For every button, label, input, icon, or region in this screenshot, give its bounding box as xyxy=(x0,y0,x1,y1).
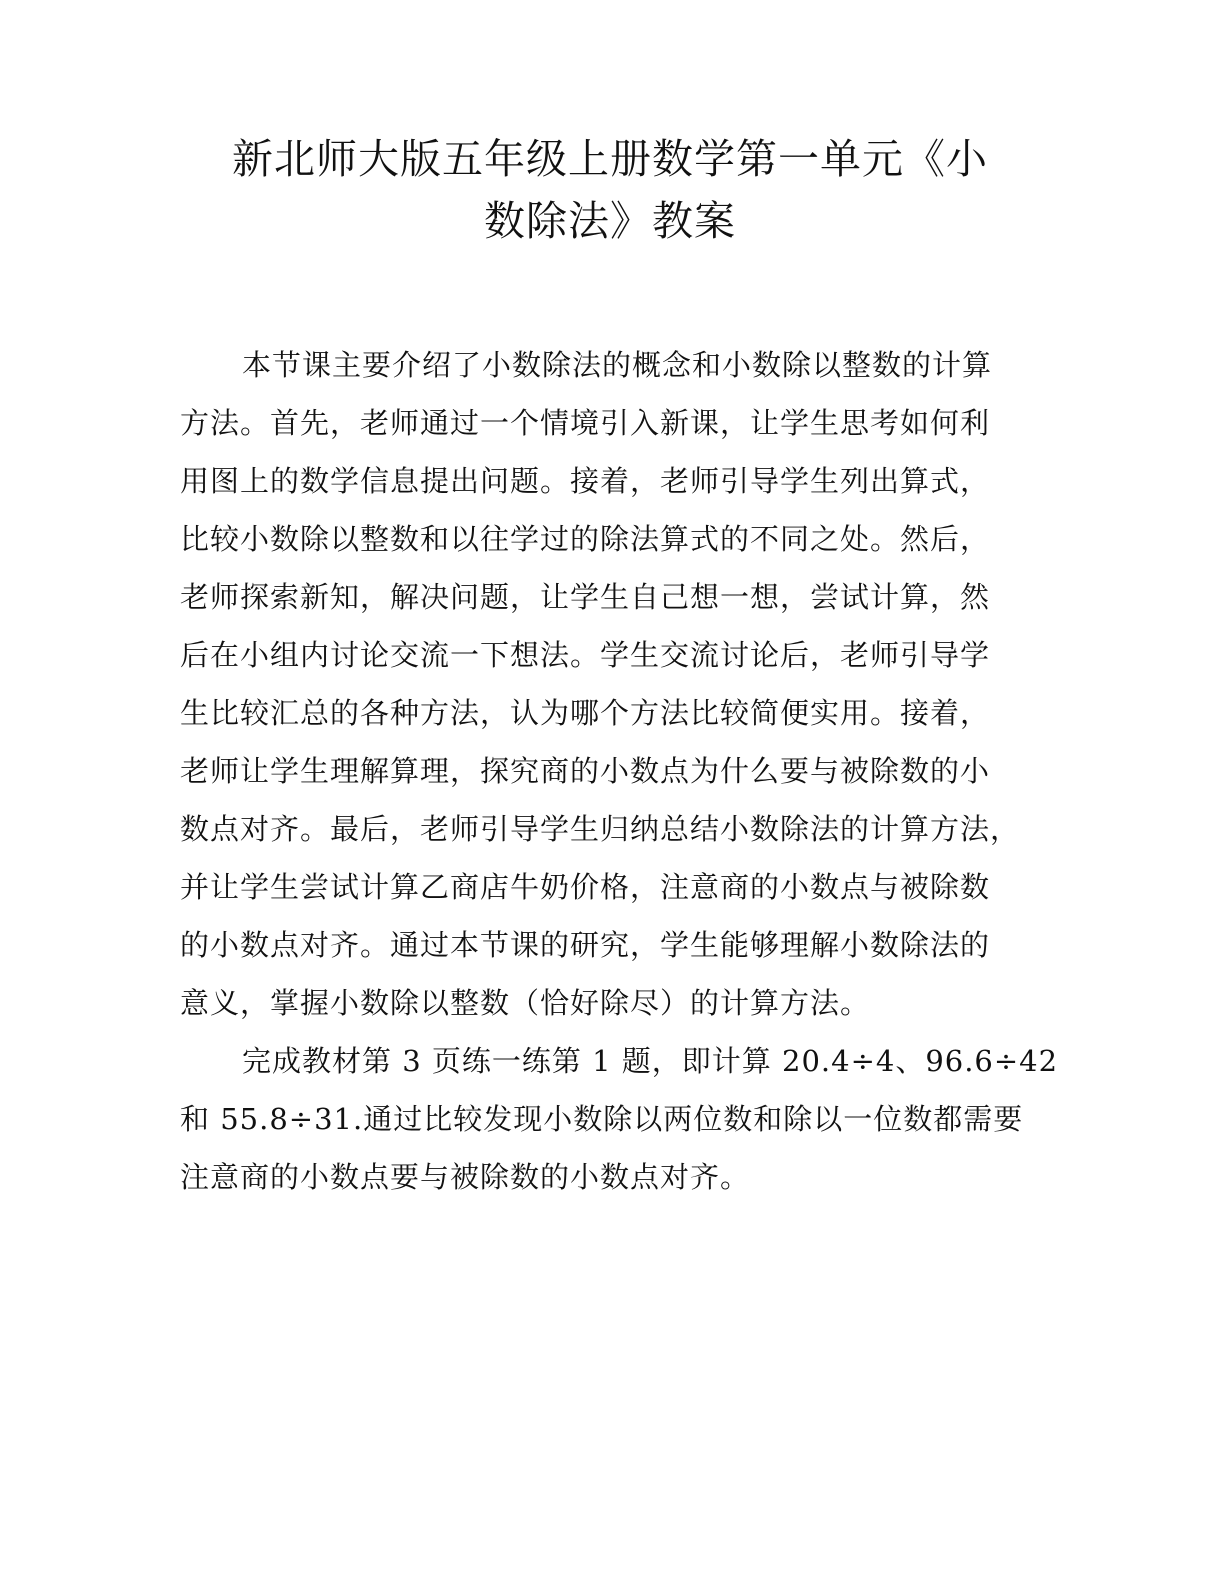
document-title xyxy=(180,128,1040,252)
paragraph-1-line: 生比较汇总的各种方法，认为哪个方法比较简便实用。接着， xyxy=(180,696,991,730)
paragraph-1-line: 方法。首先，老师通过一个情境引入新课，让学生思考如何利 xyxy=(180,406,991,440)
paragraph-1-line: 老师探索新知，解决问题，让学生自己想一想，尝试计算，然 xyxy=(180,580,991,614)
paragraph-1 xyxy=(180,336,1040,1032)
paragraph-1-line: 本节课主要介绍了小数除法的概念和小数除以整数的计算 xyxy=(242,348,993,382)
title-line-1: 新北师大版五年级上册数学第一单元《小 xyxy=(232,135,988,183)
paragraph-1-line: 比较小数除以整数和以往学过的除法算式的不同之处。然后， xyxy=(180,522,991,556)
paragraph-1-line: 意义，掌握小数除以整数（恰好除尽）的计算方法。 xyxy=(180,986,871,1020)
paragraph-2-line: 注意商的小数点要与被除数的小数点对齐。 xyxy=(180,1160,751,1194)
title-line-2: 数除法》教案 xyxy=(484,197,736,245)
paragraph-1-line: 并让学生尝试计算乙商店牛奶价格，注意商的小数点与被除数 xyxy=(180,870,991,904)
paragraph-2-line: 和 55.8÷31.通过比较发现小数除以两位数和除以一位数都需要 xyxy=(180,1102,1024,1136)
document-body xyxy=(180,336,1059,1206)
paragraph-2 xyxy=(180,1032,1059,1206)
paragraph-1-line: 的小数点对齐。通过本节课的研究，学生能够理解小数除法的 xyxy=(180,928,991,962)
paragraph-2-line: 完成教材第 3 页练一练第 1 题，即计算 20.4÷4、96.6÷42 xyxy=(242,1044,1059,1078)
paragraph-1-line: 老师让学生理解算理，探究商的小数点为什么要与被除数的小 xyxy=(180,754,991,788)
paragraph-1-line: 数点对齐。最后，老师引导学生归纳总结小数除法的计算方法， xyxy=(180,812,1021,846)
paragraph-1-line: 后在小组内讨论交流一下想法。学生交流讨论后，老师引导学 xyxy=(180,638,991,672)
paragraph-1-line: 用图上的数学信息提出问题。接着，老师引导学生列出算式， xyxy=(180,464,991,498)
